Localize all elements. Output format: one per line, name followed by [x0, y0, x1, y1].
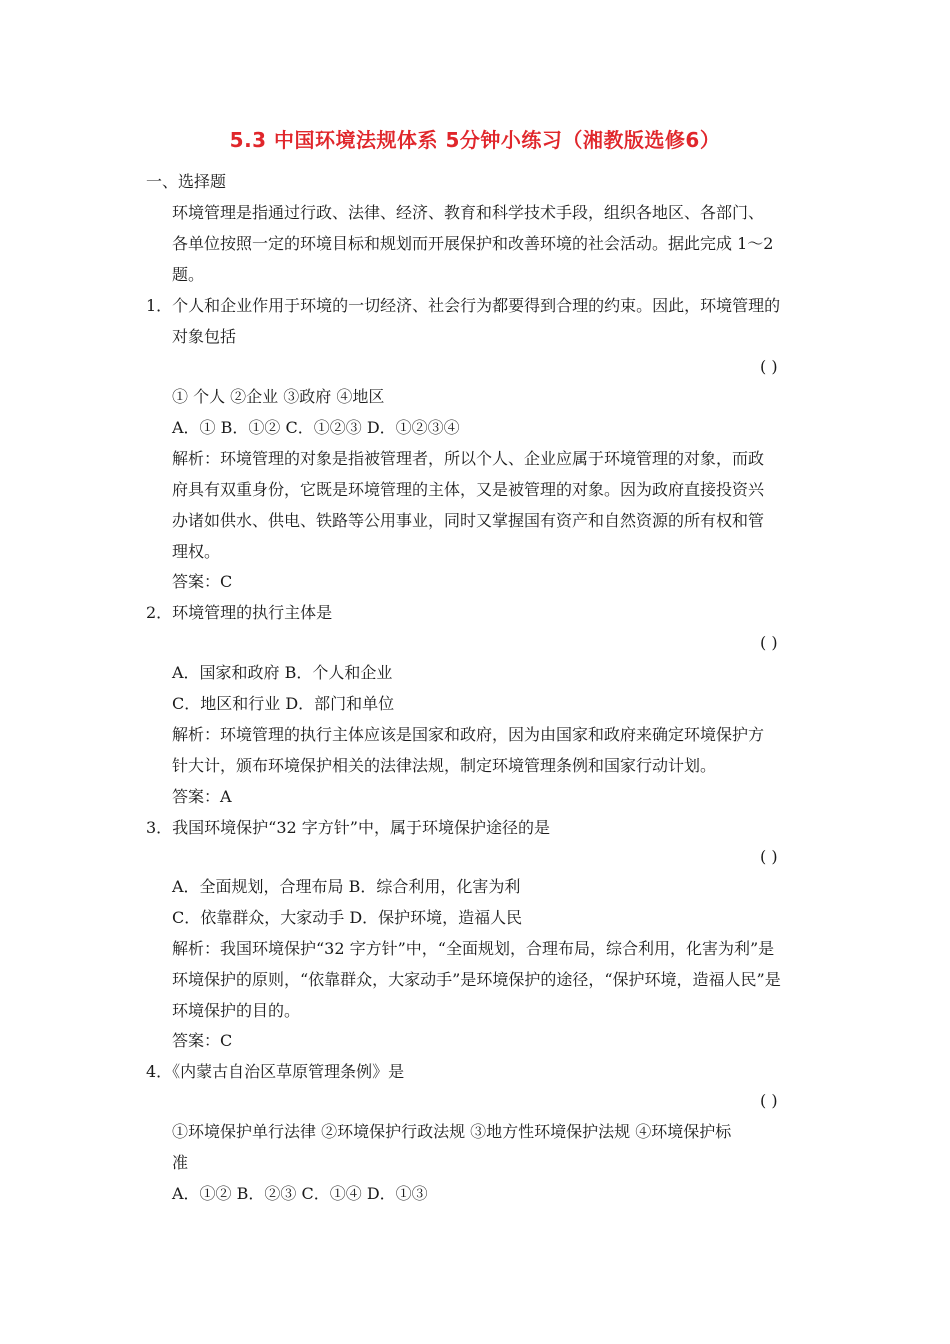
question-2-stem: 2．环境管理的执行主体是	[146, 603, 333, 622]
section-heading: 一、选择题	[146, 172, 227, 191]
question-1-analysis: 理权。	[172, 542, 221, 561]
question-4-options: A．①② B．②③ C．①④ D．①③	[172, 1184, 428, 1203]
question-1-analysis: 办诸如供水、供电、铁路等公用事业，同时又掌握国有资产和自然资源的所有权和管	[172, 511, 765, 530]
intro-line: 各单位按照一定的环境目标和规划而开展保护和改善环境的社会活动。据此完成 1～2	[172, 234, 774, 253]
question-1-analysis: 解析：环境管理的对象是指被管理者，所以个人、企业应属于环境管理的对象，而政	[172, 449, 765, 468]
question-3-answer-blank: ( )	[760, 847, 778, 866]
question-2-options: A．国家和政府 B．个人和企业	[172, 663, 393, 682]
question-2-answer: 答案：A	[172, 787, 232, 806]
question-3-analysis: 环境保护的目的。	[172, 1001, 301, 1020]
question-2-analysis: 针大计，颁布环境保护相关的法律法规，制定环境管理条例和国家行动计划。	[172, 756, 717, 775]
question-2-analysis: 解析：环境管理的执行主体应该是国家和政府，因为由国家和政府来确定环境保护方	[172, 725, 765, 744]
question-4-items: 准	[172, 1153, 189, 1172]
question-1-analysis: 府具有双重身份，它既是环境管理的主体，又是被管理的对象。因为政府直接投资兴	[172, 480, 765, 499]
question-4-items: ①环境保护单行法律 ②环境保护行政法规 ③地方性环境保护法规 ④环境保护标	[172, 1122, 732, 1141]
question-4-stem: 4．《内蒙古自治区草原管理条例》是	[146, 1062, 405, 1081]
question-1-answer: 答案：C	[172, 572, 233, 591]
intro-line: 题。	[172, 265, 205, 284]
question-3-analysis: 环境保护的原则，“依靠群众，大家动手”是环境保护的途径，“保护环境，造福人民”是	[172, 970, 781, 989]
question-3-analysis: 解析：我国环境保护“32 字方针”中，“全面规划，合理布局，综合利用，化害为利”是	[172, 939, 775, 958]
question-2-answer-blank: ( )	[760, 633, 778, 652]
page-title: 5.3 中国环境法规体系 5分钟小练习（湘教版选修6）	[229, 128, 721, 152]
question-3-options: A．全面规划，合理布局 B．综合利用，化害为利	[172, 877, 521, 896]
question-1-items: ① 个人 ②企业 ③政府 ④地区	[172, 387, 385, 406]
question-3-stem: 3．我国环境保护“32 字方针”中，属于环境保护途径的是	[146, 818, 550, 837]
question-3-options: C．依靠群众，大家动手 D．保护环境，造福人民	[172, 908, 523, 927]
question-4-answer-blank: ( )	[760, 1091, 778, 1110]
question-1-answer-blank: ( )	[760, 357, 778, 376]
question-2-options: C．地区和行业 D．部门和单位	[172, 694, 395, 713]
question-1-stem: 对象包括	[172, 327, 237, 346]
question-3-answer: 答案：C	[172, 1031, 233, 1050]
question-1-stem: 1．个人和企业作用于环境的一切经济、社会行为都要得到合理的约束。因此，环境管理的	[146, 296, 781, 315]
question-1-options: A．① B．①② C．①②③ D．①②③④	[172, 418, 460, 437]
intro-line: 环境管理是指通过行政、法律、经济、教育和科学技术手段，组织各地区、各部门、	[172, 203, 765, 222]
